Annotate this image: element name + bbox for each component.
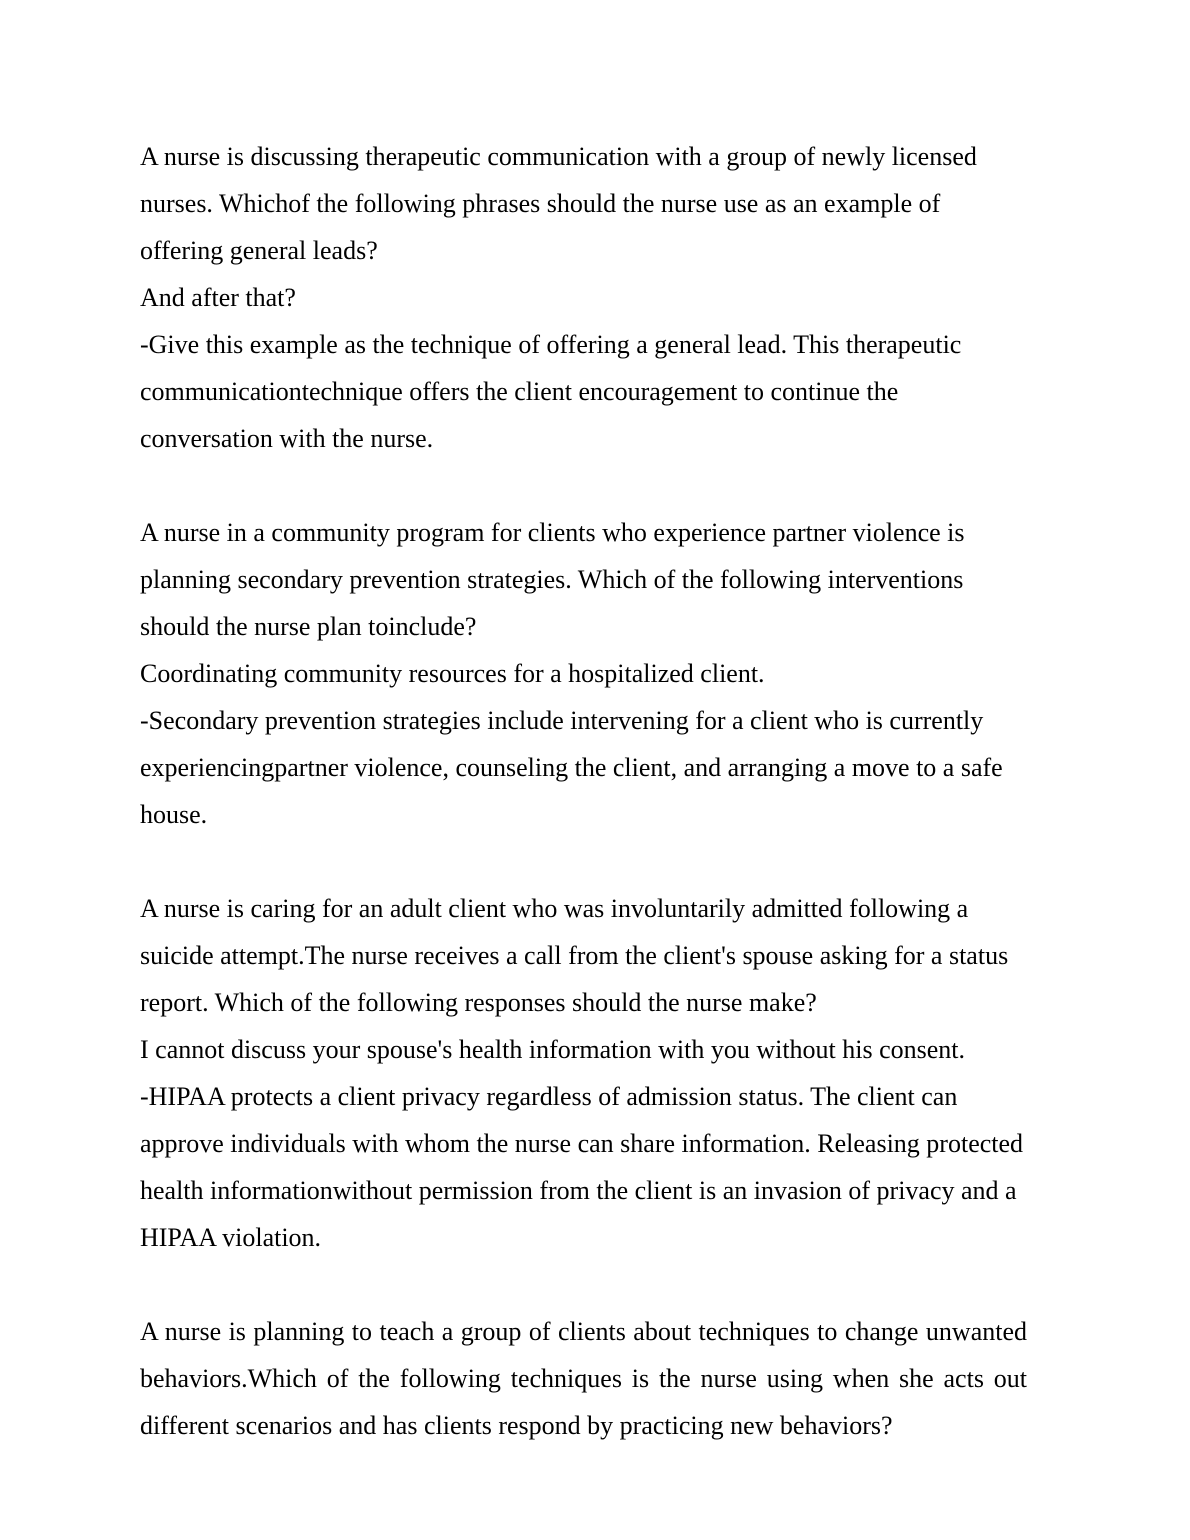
qa-block-4 (140, 1308, 1027, 1449)
document-page (140, 133, 1027, 1496)
qa-block-1 (140, 133, 1027, 462)
answer-text: Coordinating community resources for a hospitalized client. (140, 659, 765, 688)
question-text: A nurse in a community program for clients who experience partner violence is planning secondary prevention strategies. Which of the following interventions should the nurse plan toinclude? (140, 518, 965, 641)
rationale-text: -HIPAA protects a client privacy regardless of admission status. The client can approve individuals with whom the nurse can share information. Releasing protected health informationwithout permission from the client is an invasion of privacy and a HIPAA violation. (140, 1082, 1024, 1252)
answer-text: I cannot discuss your spouse's health information with you without his consent. (140, 1035, 966, 1064)
qa-block-2 (140, 509, 1027, 838)
rationale-text: -Give this example as the technique of offering a general lead. This therapeutic communicationtechnique offers the client encouragement to continue the conversation with the nurse. (140, 330, 962, 453)
answer-text: And after that? (140, 283, 296, 312)
question-text: A nurse is planning to teach a group of clients about techniques to change unwanted behaviors.Which of the following techniques is the nurse using when she acts out different scenarios and has clients respond by practicing new behaviors? (140, 1317, 1027, 1440)
qa-block-3 (140, 885, 1027, 1261)
rationale-text: -Secondary prevention strategies include intervening for a client who is currently experiencingpartner violence, counseling the client, and arranging a move to a safe house. (140, 706, 1003, 829)
question-text: A nurse is discussing therapeutic communication with a group of newly licensed nurses. Whichof the following phrases should the nurse use as an example of offering general leads? (140, 142, 977, 265)
question-text: A nurse is caring for an adult client who was involuntarily admitted following a suicide attempt.The nurse receives a call from the client's spouse asking for a status report. Which of the following responses should the nurse make? (140, 894, 1009, 1017)
